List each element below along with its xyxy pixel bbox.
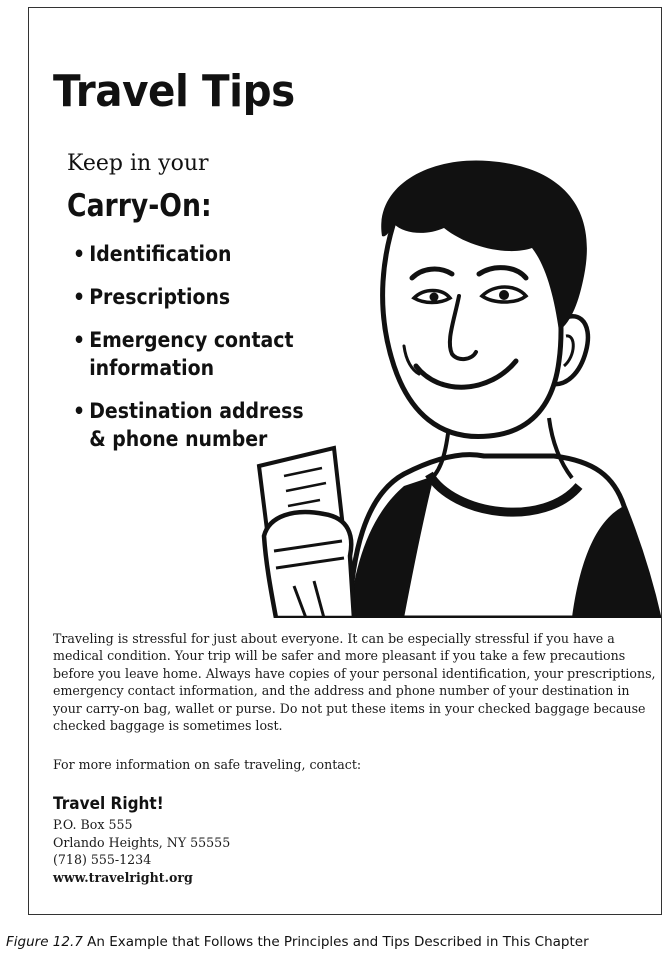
caption-text: An Example that Follows the Principles and Tips Described in This Chapter bbox=[87, 934, 589, 950]
bullet-icon: • bbox=[73, 328, 86, 352]
checklist-item-label: Emergency contact information bbox=[89, 328, 294, 380]
traveler-illustration bbox=[254, 156, 664, 618]
figure-caption bbox=[6, 934, 589, 950]
bullet-icon: • bbox=[73, 242, 86, 266]
right-pupil bbox=[499, 290, 509, 300]
organization-name: Travel Right! bbox=[53, 794, 164, 814]
figure-label: Figure 12.7 bbox=[6, 934, 83, 950]
bullet-icon: • bbox=[73, 399, 86, 423]
poster bbox=[28, 7, 662, 915]
contact-block bbox=[53, 816, 230, 886]
poster-title: Travel Tips bbox=[53, 66, 295, 117]
bullet-icon: • bbox=[73, 285, 86, 309]
body-paragraph: Traveling is stressful for just about everyone. It can be especially stressful if you have a medical condition. Your trip will be safer and more pleasant if you take a few precautions before you leave home. Always have copies of your personal identification, your prescriptions, emergency contact information, and the address and phone number of your destination in your carry-on bag, wallet or purse. Do not put these items in your checked baggage because checked baggage is sometimes lost. bbox=[53, 631, 656, 734]
hand bbox=[264, 512, 354, 618]
checklist-item-label: Identification bbox=[89, 242, 232, 266]
left-pupil bbox=[430, 293, 439, 302]
intro-text: Keep in your bbox=[67, 151, 209, 176]
checklist-item-label: Destination address & phone number bbox=[89, 399, 304, 451]
website-link[interactable]: www.travelright.org bbox=[53, 869, 193, 885]
checklist-item-label: Prescriptions bbox=[89, 285, 231, 309]
more-info-text: For more information on safe traveling, contact: bbox=[53, 757, 362, 772]
phone-number: (718) 555-1234 bbox=[53, 852, 152, 867]
city-line: Orlando Heights, NY 55555 bbox=[53, 834, 231, 850]
carry-on-heading: Carry-On: bbox=[67, 188, 212, 224]
po-box: P.O. Box 555 bbox=[53, 817, 133, 832]
